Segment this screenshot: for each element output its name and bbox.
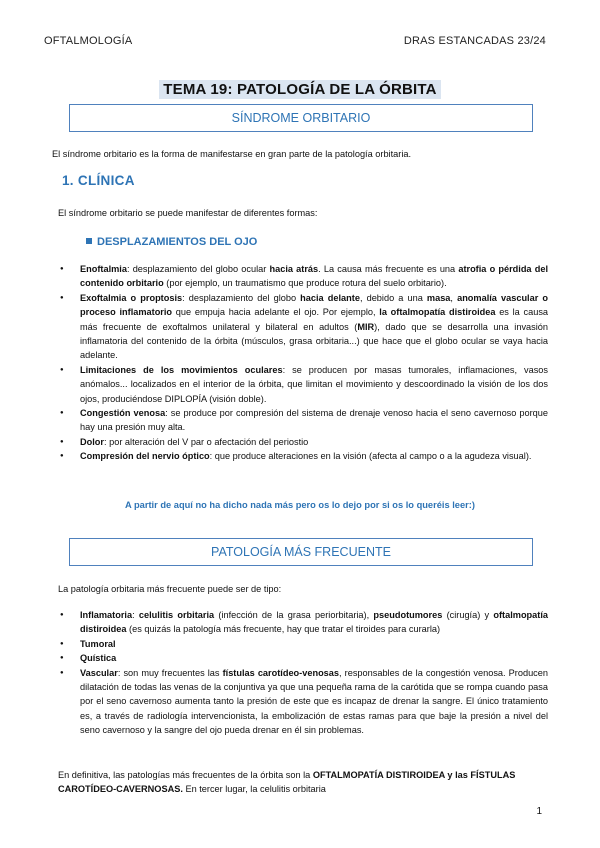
- text-run: : por alteración del V par o afectación del periostio: [104, 436, 309, 447]
- text-run: :: [132, 610, 139, 620]
- header-course: OFTALMOLOGÍA: [44, 35, 133, 47]
- bullet-item: [58, 637, 548, 651]
- bullet-item: [58, 666, 548, 738]
- bold-term: atrofia o pérdida del contenido orbitario: [80, 264, 548, 289]
- bullet-item: [58, 651, 548, 665]
- bold-term: Limitaciones de los movimientos oculares: [80, 364, 283, 375]
- bullet-item: [58, 449, 548, 463]
- text-run: : se produce por compresión del sistema de drenaje venoso hacia el seno cavernoso porque hay una presión muy alta.: [80, 408, 548, 433]
- bullet-item: [58, 406, 548, 435]
- heading-clinica: 1. CLÍNICA: [62, 173, 135, 188]
- subheading-desplazamientos: [86, 236, 257, 248]
- text-run: (cirugía) y: [442, 610, 494, 620]
- text-run: ,: [450, 292, 458, 303]
- text-run: (infección de la grasa periorbitaria),: [214, 610, 374, 620]
- text-run: : se producen por masas tumorales, inflamaciones, vasos anómalos... localizados en el interior de la órbita, que limitan el movimiento y descoordinado la visión de los dos ojos, produciéndose DIPLOPÍA (visión doble).: [80, 364, 548, 404]
- bold-term: OFTALMOPATÍA DISTIROIDEA y las FÍSTULAS CAROTÍDEO-CAVERNOSAS.: [58, 770, 516, 795]
- bold-term: pseudotumores: [373, 610, 443, 620]
- section-box-sindrome: SÍNDROME ORBITARIO: [69, 104, 533, 132]
- text-run: (por ejemplo, un traumatismo que produce rotura del suelo orbitario).: [163, 278, 447, 289]
- clinica-intro: El síndrome orbitario se puede manifestar de diferentes formas:: [58, 208, 318, 218]
- sindrome-intro: El síndrome orbitario es la forma de manifestarse en gran parte de la patología orbitaria.: [52, 149, 412, 159]
- text-run: , debido a una: [359, 292, 427, 303]
- text-run: . La causa más frecuente es una: [318, 264, 459, 274]
- text-run: : desplazamiento del globo ocular: [126, 264, 270, 274]
- bold-term: Vascular: [80, 667, 118, 678]
- bullet-item: [58, 291, 548, 363]
- bold-term: MIR: [357, 321, 375, 332]
- text-run: En definitiva, las patologías más frecuentes de la órbita son la: [58, 770, 313, 780]
- bold-term: la oftalmopatía distiroidea: [379, 307, 496, 318]
- text-run: ), dado que se desarrolla una invasión inflamatoria del contenido de la órbita (músculos, grasa orbitaria...) que hace que el globo ocular se vaya hacia adelante.: [80, 321, 549, 361]
- bold-term: Enoftalmia: [80, 264, 127, 274]
- bullet-item: [58, 262, 548, 291]
- bold-term: Quística: [80, 653, 117, 664]
- desplazamientos-list: [58, 262, 548, 464]
- bold-term: oftalmopatía distiroidea: [80, 610, 548, 635]
- bold-term: celulitis orbitaria: [138, 610, 215, 620]
- text-run: es la causa más frecuente de exoftalmos unilateral y bilateral en adultos (: [80, 307, 549, 332]
- page-title-wrap: [0, 80, 600, 99]
- header-group: DRAS ESTANCADAS 23/24: [403, 35, 546, 47]
- bold-term: hacia atrás: [269, 264, 319, 274]
- page-title: TEMA 19: PATOLOGÍA DE LA ÓRBITA: [159, 80, 440, 99]
- bold-term: Inflamatoria: [80, 610, 133, 620]
- patologia-list: [58, 608, 548, 738]
- text-run: que empuja hacia adelante el ojo. Por ejemplo,: [172, 307, 380, 318]
- bold-term: Dolor: [80, 436, 104, 447]
- bold-term: fístulas carotídeo-venosas: [222, 667, 340, 678]
- bullet-item: [58, 363, 548, 406]
- patologia-intro: La patología orbitaria más frecuente puede ser de tipo:: [58, 584, 282, 594]
- bold-term: hacia delante: [300, 292, 360, 303]
- bold-term: Compresión del nervio óptico: [80, 451, 210, 462]
- section-box-patologia: PATOLOGÍA MÁS FRECUENTE: [69, 538, 533, 566]
- bold-term: Tumoral: [80, 638, 116, 649]
- conclusion-paragraph: [58, 768, 548, 797]
- text-run: En tercer lugar, la celulitis orbitaria: [182, 784, 326, 795]
- square-bullet-icon: [86, 238, 92, 244]
- bullet-item: [58, 608, 548, 637]
- subheading-label: DESPLAZAMIENTOS DEL OJO: [97, 236, 258, 248]
- text-run: : son muy frecuentes las: [117, 667, 223, 678]
- bold-term: Exoftalmia o proptosis: [80, 292, 183, 303]
- author-note: A partir de aquí no ha dicho nada más pero os lo dejo por si os lo queréis leer:): [125, 500, 475, 510]
- text-run: , responsables de la congestión venosa. Producen dilatación de todas las venas de la conjuntiva ya que una pequeña rama de la carótida que se rompa cuando pasa por el seno cavernoso aumenta tanto la presión de este que es incapaz de drenar la sangre. El único tratamiento es, a través de radiología intervencionista, la embolización de estas ramas para que baje la presión a nivel del seno cavernoso y la sangre del ojo pueda drenar en él sin problemas.: [80, 667, 548, 736]
- bold-term: anomalía vascular o proceso inflamatorio: [80, 292, 549, 318]
- text-run: : desplazamiento del globo: [182, 292, 301, 303]
- bullet-item: [58, 435, 548, 449]
- page-number: 1: [536, 806, 542, 817]
- bold-term: Congestión venosa: [80, 408, 166, 419]
- text-run: (es quizás la patología más frecuente, hay que tratar el tiroides para curarla): [126, 624, 441, 635]
- text-run: : que produce alteraciones en la visión (afecta al campo o a la agudeza visual).: [209, 451, 532, 462]
- bold-term: masa: [426, 292, 451, 303]
